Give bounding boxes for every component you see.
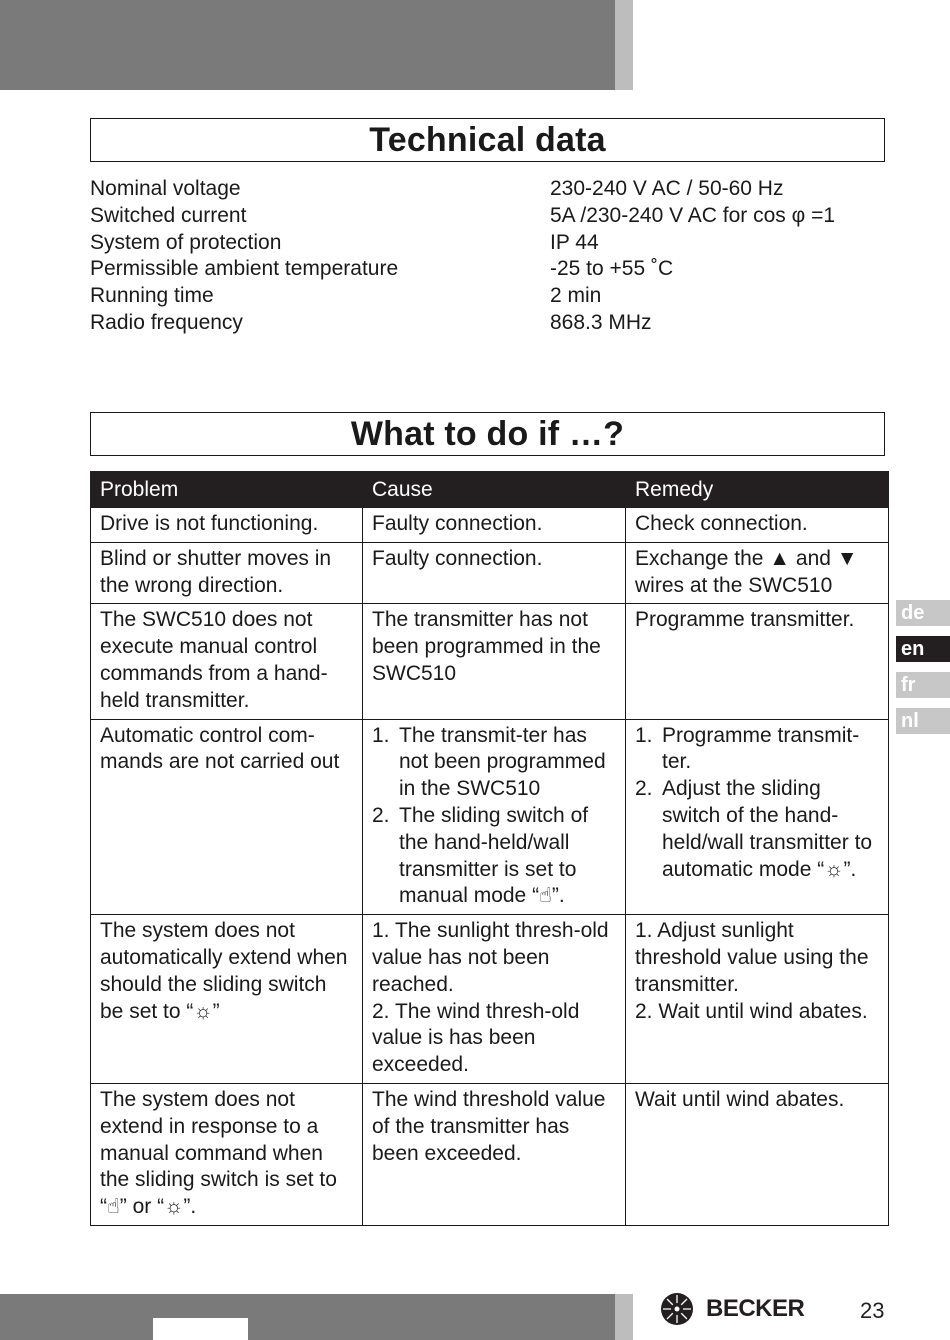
spec-row (90, 176, 890, 203)
problem-cell: Blind or shutter moves in the wrong direction. (91, 542, 363, 604)
table-row (91, 915, 889, 1084)
troubleshooting-table (90, 471, 889, 1226)
remedy-line: 2. Wait until wind abates. (635, 999, 868, 1023)
language-tab-fr[interactable]: fr (896, 672, 950, 698)
cause-cell: Faulty connection. (363, 508, 626, 543)
list-text: Adjust the sliding switch of the hand-held/wall transmitter to automatic mode “☼”. (662, 777, 873, 881)
spec-value: -25 to +55 ˚C (550, 257, 674, 281)
spec-label: Running time (90, 284, 214, 308)
spec-label: Switched current (90, 203, 247, 227)
spec-value: 868.3 MHz (550, 310, 652, 334)
problem-cell: The system does not extend in response to a manual command when the sliding switch is set to “☝” or “☼”. (91, 1083, 363, 1225)
cause-cell: The transmitter has not been programmed in the SWC510 (363, 604, 626, 719)
remedy-cell: Exchange the ▲ and ▼ wires at the SWC510 (626, 542, 889, 604)
technical-data-list (90, 176, 890, 337)
column-header-remedy: Remedy (626, 472, 889, 508)
spec-row (90, 256, 890, 283)
problem-cell: The SWC510 does not execute manual control commands from a hand-held transmitter. (91, 604, 363, 719)
cause-list (372, 723, 616, 911)
bottom-decor-bar (0, 1294, 615, 1340)
table-header-row (91, 472, 889, 508)
list-number: 2. (372, 803, 390, 827)
column-header-problem: Problem (91, 472, 363, 508)
cause-line: 1. The sunlight thresh-old value has not been reached. (372, 919, 609, 996)
table-row (91, 719, 889, 915)
list-number: 1. (372, 723, 390, 747)
table-row (91, 1083, 889, 1225)
table-row (91, 508, 889, 543)
top-decor-bar-edge (615, 0, 633, 90)
spec-row (90, 230, 890, 257)
cause-cell: The wind threshold value of the transmitter has been exceeded. (363, 1083, 626, 1225)
remedy-line: 1. Adjust sunlight threshold value using the transmitter. (635, 919, 869, 996)
list-number: 2. (635, 777, 653, 801)
troubleshooting-title: What to do if …? (90, 412, 885, 456)
table-row (91, 542, 889, 604)
becker-logo-icon (660, 1292, 694, 1326)
spec-value: 230-240 V AC / 50-60 Hz (550, 177, 784, 200)
remedy-list (635, 723, 879, 884)
spec-label: Permissible ambient temperature (90, 257, 399, 281)
cause-cell (363, 915, 626, 1084)
problem-cell: The system does not automatically extend when should the sliding switch be set to “☼” (91, 915, 363, 1084)
language-tab-de[interactable]: de (896, 600, 950, 626)
bottom-decor-notch (153, 1318, 248, 1340)
list-item (635, 776, 879, 883)
cause-cell: Faulty connection. (363, 542, 626, 604)
list-text: The sliding switch of the hand-held/wall transmitter is set to manual mode “☝”. (399, 803, 589, 908)
spec-label: System of protection (90, 230, 282, 254)
spec-label: Radio frequency (90, 310, 243, 334)
technical-data-title: Technical data (90, 118, 885, 162)
list-number: 1. (635, 723, 653, 747)
bottom-decor-bar-edge (615, 1294, 633, 1340)
remedy-cell: Check connection. (626, 508, 889, 543)
brand-name: BECKER (706, 1295, 805, 1322)
list-item (372, 803, 616, 910)
spec-value: 5A /230-240 V AC for cos φ =1 (550, 203, 836, 227)
problem-cell: Automatic control com-mands are not carried out (91, 719, 363, 915)
cause-line: 2. The wind thresh-old value is has been exceeded. (372, 999, 580, 1077)
spec-label: Nominal voltage (90, 177, 241, 200)
list-item (372, 723, 616, 803)
spec-row (90, 283, 890, 310)
column-header-cause: Cause (363, 472, 626, 508)
brand-logo (660, 1292, 804, 1326)
spec-row (90, 203, 890, 230)
cause-cell (363, 719, 626, 915)
remedy-cell (626, 915, 889, 1084)
spec-row (90, 310, 890, 337)
remedy-cell (626, 719, 889, 915)
list-text: The transmit-ter has not been programmed in the SWC510 (399, 723, 606, 801)
spec-value: 2 min (550, 284, 602, 308)
remedy-cell: Programme transmitter. (626, 604, 889, 719)
page-number: 23 (860, 1298, 885, 1323)
language-tab-nl[interactable]: nl (896, 708, 950, 734)
table-row (91, 604, 889, 719)
top-decor-bar (0, 0, 615, 90)
language-tabs (896, 600, 950, 744)
spec-value: IP 44 (550, 230, 599, 254)
problem-cell: Drive is not functioning. (91, 508, 363, 543)
list-text: Programme transmit-ter. (662, 723, 860, 774)
language-tab-en[interactable]: en (896, 636, 950, 662)
remedy-cell: Wait until wind abates. (626, 1083, 889, 1225)
list-item (635, 723, 879, 777)
